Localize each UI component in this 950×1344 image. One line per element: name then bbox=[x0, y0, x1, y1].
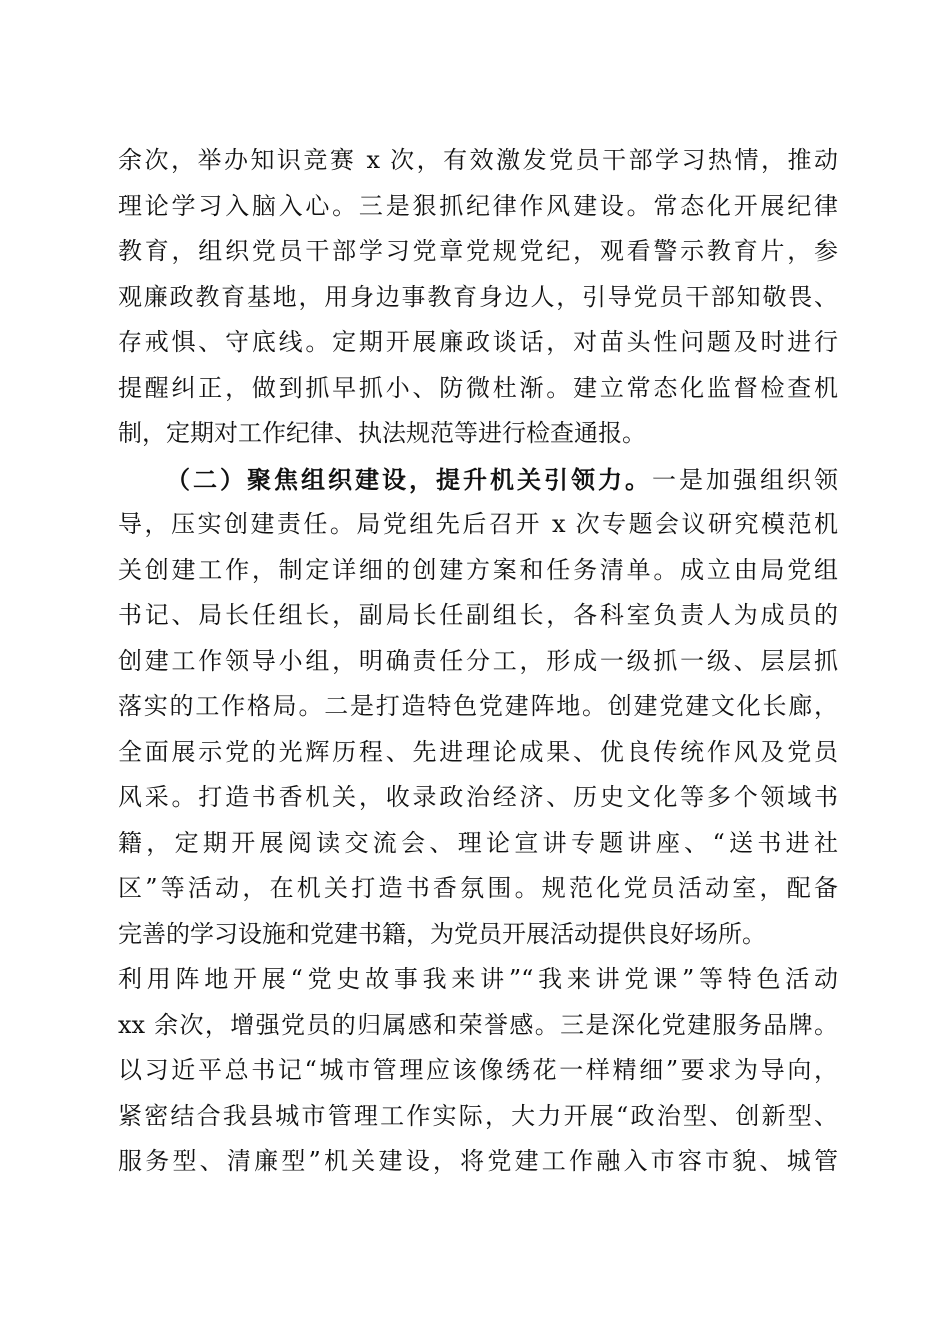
text-line: 服务型、清廉型”机关建设，将党建工作融入市容市貌、城管 bbox=[118, 1147, 838, 1175]
text-line: xx 余次，增强党员的归属感和荣誉感。三是深化党建服务品牌。 bbox=[118, 1010, 838, 1039]
text-line: 落实的工作格局。二是打造特色党建阵地。创建党建文化长廊， bbox=[118, 692, 838, 720]
text-line: 存戒惧、守底线。定期开展廉政谈话，对苗头性问题及时进行 bbox=[118, 328, 838, 356]
paragraph-discipline bbox=[118, 138, 838, 457]
text-line: 提醒纠正，做到抓早抓小、防微杜渐。建立常态化监督检查机 bbox=[118, 373, 838, 402]
section-heading: （二）聚焦组织建设，提升机关引领力。 bbox=[166, 464, 652, 494]
text-line: 观廉政教育基地，用身边事教育身边人，引导党员干部知敬畏、 bbox=[118, 282, 838, 311]
text-line: 紧密结合我县城市管理工作实际，大力开展“政治型、创新型、 bbox=[118, 1101, 838, 1130]
text-line: 余次，举办知识竞赛 x 次，有效激发党员干部学习热情，推动 bbox=[118, 146, 838, 174]
document-body bbox=[118, 138, 838, 1185]
text-line: 书记、局长任组长，副局长任副组长，各科室负责人为成员的 bbox=[118, 601, 838, 629]
text-line: 理论学习入脑入心。三是狠抓纪律作风建设。常态化开展纪律 bbox=[118, 191, 838, 220]
text-line: 区”等活动，在机关打造书香氛围。规范化党员活动室，配备 bbox=[118, 874, 838, 902]
text-line: 以习近平总书记“城市管理应该像绣花一样精细”要求为导向， bbox=[118, 1056, 838, 1084]
text-line: 籍，定期开展阅读交流会、理论宣讲专题讲座、“送书进社 bbox=[118, 828, 838, 857]
text-line: 全面展示党的光辉历程、先进理论成果、优良传统作风及党员 bbox=[118, 737, 838, 766]
text-line: 关创建工作，制定详细的创建方案和任务清单。成立由局党组 bbox=[118, 555, 838, 584]
heading-line-rest: 一是加强组织领 bbox=[652, 465, 838, 494]
text-line-with-heading bbox=[118, 457, 838, 503]
text-line: 风采。打造书香机关，收录政治经济、历史文化等多个领域书 bbox=[118, 783, 838, 811]
text-line: 创建工作领导小组，明确责任分工，形成一级抓一级、层层抓 bbox=[118, 646, 838, 675]
text-line: 利用阵地开展“党史故事我来讲”“我来讲党课”等特色活动 bbox=[118, 965, 838, 993]
text-line: 导，压实创建责任。局党组先后召开 x 次专题会议研究模范机 bbox=[118, 510, 838, 538]
paragraph-organization bbox=[118, 457, 838, 1185]
text-line: 制，定期对工作纪律、执法规范等进行检查通报。 bbox=[118, 419, 646, 447]
text-line: 教育，组织党员干部学习党章党规党纪，观看警示教育片，参 bbox=[118, 237, 838, 265]
text-line: 完善的学习设施和党建书籍，为党员开展活动提供良好场所。 bbox=[118, 919, 766, 948]
